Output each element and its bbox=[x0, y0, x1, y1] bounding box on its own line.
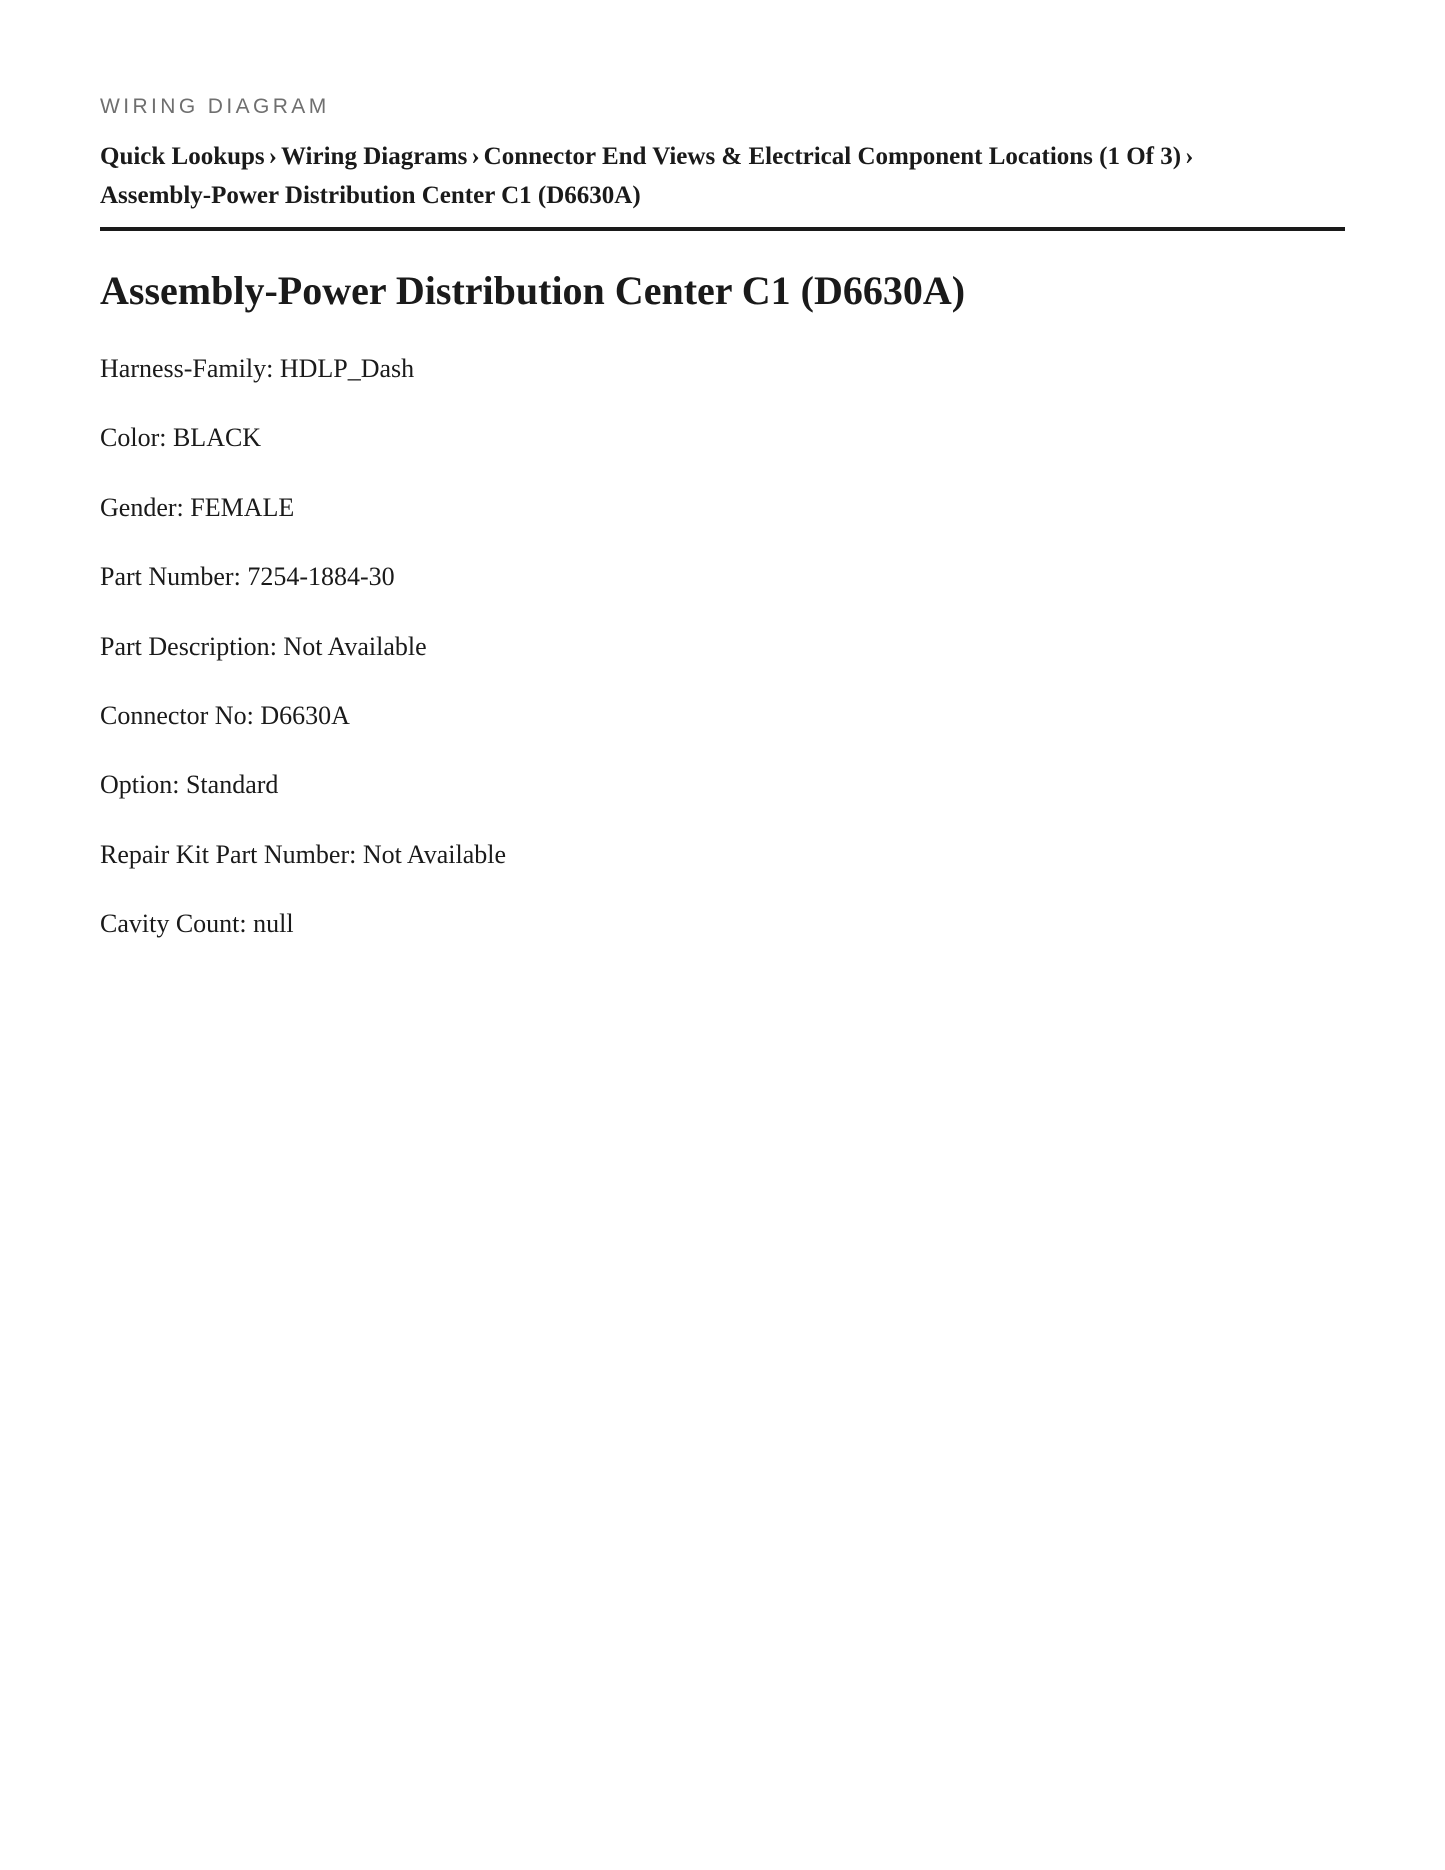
property-label: Part Description bbox=[100, 631, 270, 661]
breadcrumb-connector-end-views[interactable]: Connector End Views & Electrical Component Locations (1 Of 3) bbox=[483, 143, 1182, 170]
property-option: Option: Standard bbox=[100, 770, 279, 800]
connector-properties bbox=[100, 351, 506, 976]
property-label: Harness-Family bbox=[100, 354, 267, 383]
property-part-number: Part Number: 7254-1884-30 bbox=[100, 562, 395, 592]
breadcrumb-separator: › bbox=[268, 143, 277, 170]
header-divider bbox=[100, 227, 1345, 231]
property-connector-no: Connector No: D6630A bbox=[100, 700, 350, 730]
property-value: Not Available bbox=[283, 631, 427, 661]
property-value: D6630A bbox=[260, 700, 350, 730]
property-value: HDLP_Dash bbox=[279, 354, 415, 383]
property-color: Color: BLACK bbox=[100, 423, 262, 453]
page-title: Assembly-Power Distribution Center C1 (D6630A) bbox=[100, 268, 966, 313]
property-value: BLACK bbox=[172, 423, 262, 453]
property-harness-family: Harness-Family: HDLP_Dash bbox=[100, 354, 415, 383]
property-repair-kit-part-number: Repair Kit Part Number: Not Available bbox=[100, 839, 507, 869]
section-kicker: WIRING DIAGRAM bbox=[100, 95, 330, 118]
breadcrumb-separator: › bbox=[471, 143, 480, 170]
property-label: Connector No bbox=[100, 700, 247, 730]
property-value: Standard bbox=[185, 770, 279, 800]
property-label: Color bbox=[100, 423, 160, 453]
property-part-description: Part Description: Not Available bbox=[100, 631, 427, 661]
property-value: null bbox=[253, 909, 294, 939]
property-label: Part Number bbox=[100, 562, 234, 592]
property-value: FEMALE bbox=[190, 492, 295, 522]
property-cavity-count: Cavity Count: null bbox=[100, 909, 294, 939]
property-label: Repair Kit Part Number bbox=[100, 839, 350, 869]
property-label: Option bbox=[100, 770, 173, 800]
property-label: Gender bbox=[100, 492, 177, 522]
breadcrumb-separator: › bbox=[1185, 143, 1194, 170]
breadcrumb-current-page: Assembly-Power Distribution Center C1 (D6630A) bbox=[100, 182, 641, 209]
breadcrumb-wiring-diagrams[interactable]: Wiring Diagrams bbox=[281, 143, 468, 170]
property-value: Not Available bbox=[362, 839, 507, 869]
property-gender: Gender: FEMALE bbox=[100, 492, 295, 522]
property-label: Cavity Count bbox=[100, 909, 240, 939]
property-value: 7254-1884-30 bbox=[247, 562, 395, 592]
breadcrumb-quick-lookups[interactable]: Quick Lookups bbox=[100, 143, 265, 170]
breadcrumb bbox=[100, 137, 1345, 215]
